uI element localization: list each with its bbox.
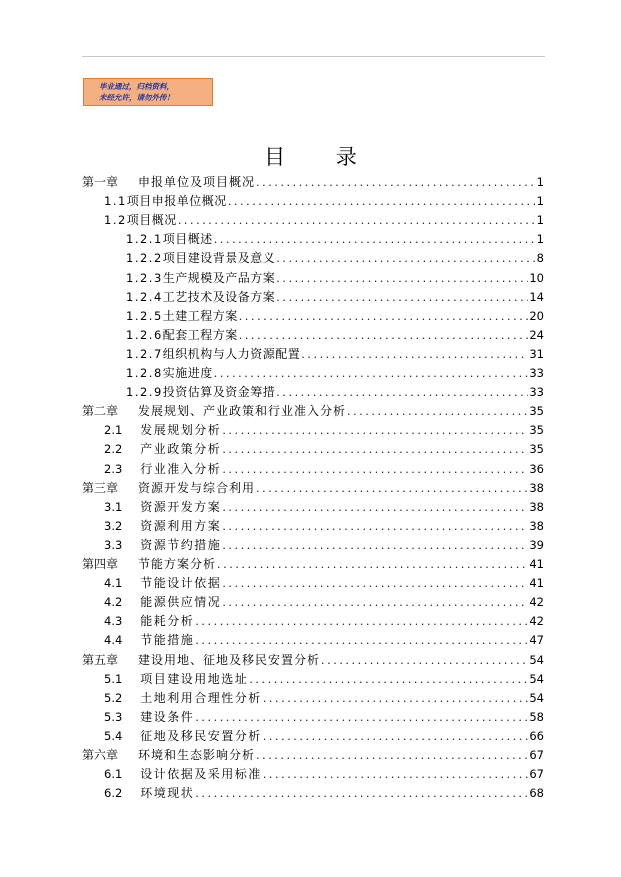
toc-entry[interactable] <box>104 457 544 476</box>
toc-entry-label <box>126 251 276 265</box>
toc-entry-number: 1.2 <box>104 213 127 228</box>
toc-entry-text: 节能措施 <box>140 633 195 648</box>
toc-entry-number: 4.2 <box>104 595 123 610</box>
toc-dot-leader <box>263 731 529 743</box>
toc-entry[interactable] <box>82 476 544 495</box>
toc-entry[interactable] <box>104 781 544 800</box>
toc-entry-text: 申报单位及项目概况 <box>138 175 256 190</box>
toc-page-number: 54 <box>529 652 544 667</box>
toc-dot-leader <box>222 540 528 552</box>
toc-page-number: 54 <box>529 690 544 705</box>
toc-entry-text: 能源供应情况 <box>140 595 222 610</box>
toc-entry-text: 行业准入分析 <box>140 461 222 476</box>
toc-entry-text: 发展规划、产业政策和行业准入分析 <box>138 404 347 419</box>
toc-entry[interactable] <box>104 495 544 514</box>
toc-page-number: 20 <box>529 308 544 323</box>
toc-page-number: 68 <box>529 786 544 801</box>
toc-entry-text: 项目概况 <box>126 213 177 228</box>
toc-entry-label <box>126 271 276 285</box>
toc-entry[interactable] <box>126 266 544 285</box>
toc-entry-text: 环境现状 <box>140 786 195 801</box>
toc-entry-number: 3.1 <box>104 499 123 514</box>
toc-dot-leader <box>195 788 528 800</box>
toc-page-number: 35 <box>529 442 544 457</box>
toc-entry[interactable] <box>104 762 544 781</box>
toc-entry-label <box>104 595 222 609</box>
toc-page-number: 54 <box>529 671 544 686</box>
toc-dot-leader <box>256 750 528 762</box>
toc-entry-label <box>104 691 263 705</box>
toc-entry-text: 组织机构与人力资源配置 <box>162 346 301 361</box>
toc-entry-number: 4.3 <box>104 614 123 629</box>
toc-page-number: 58 <box>529 709 544 724</box>
stamp-line-2: 未经允许，请勿外传！ <box>99 93 174 102</box>
toc-page-number: 66 <box>529 728 544 743</box>
toc-entry-text: 土地利用合理性分析 <box>140 690 262 705</box>
toc-page-number: 31 <box>529 346 544 361</box>
toc-entry-text: 征地及移民安置分析 <box>140 728 262 743</box>
toc-entry-label <box>104 672 249 686</box>
toc-entry[interactable] <box>104 533 544 552</box>
toc-entry[interactable] <box>104 705 544 724</box>
toc-entry-label <box>82 653 321 667</box>
toc-entry-text: 环境和生态影响分析 <box>138 748 256 763</box>
toc-entry-number: 1.2.8 <box>126 366 163 381</box>
toc-entry-number: 5.2 <box>104 690 123 705</box>
toc-entry-text: 发展规划分析 <box>140 423 222 438</box>
toc-entry-text: 生产规模及产品方案 <box>162 270 276 285</box>
toc-page-number: 42 <box>529 614 544 629</box>
toc-entry-text: 配套工程方案 <box>162 327 238 342</box>
toc-entry-number: 5.4 <box>104 728 123 743</box>
toc-entry[interactable] <box>104 667 544 686</box>
toc-entry-label <box>126 290 276 304</box>
toc-entry-text: 资源利用方案 <box>140 518 222 533</box>
toc-page-number: 67 <box>529 748 544 763</box>
toc-page-number: 24 <box>529 327 544 342</box>
toc-dot-leader <box>276 387 528 399</box>
toc-page-number: 1 <box>536 232 544 247</box>
toc-entry[interactable] <box>82 648 544 667</box>
toc-page-number: 33 <box>529 385 544 400</box>
toc-entry-number: 1.2.6 <box>126 327 163 342</box>
toc-page-number: 1 <box>536 194 544 209</box>
toc-entry-number: 1.2.3 <box>126 270 163 285</box>
toc-entry-number: 1.2.5 <box>126 308 163 323</box>
toc-entry-label <box>126 328 239 342</box>
stamp-line-1: 毕业通过，归档资料， <box>99 82 174 91</box>
toc-dot-leader <box>217 559 528 571</box>
toc-entry-text: 资源节约措施 <box>140 537 222 552</box>
toc-entry-label <box>82 404 347 418</box>
toc-dot-leader <box>347 406 528 418</box>
toc-dot-leader <box>222 502 528 514</box>
toc-page-number: 38 <box>529 518 544 533</box>
toc-entry-text: 产业政策分析 <box>140 442 222 457</box>
toc-entry-label <box>104 576 222 590</box>
toc-entry-label <box>126 366 214 380</box>
toc-entry-number: 3.3 <box>104 537 123 552</box>
toc-entry-number: 第二章 <box>82 404 119 419</box>
toc-entry[interactable] <box>104 418 544 437</box>
toc-entry-text: 建设用地、征地及移民安置分析 <box>138 652 321 667</box>
toc-page-number: 38 <box>529 480 544 495</box>
toc-entry[interactable] <box>104 609 544 628</box>
toc-entry-number: 1.2.2 <box>126 251 163 266</box>
toc-entry-number: 1.2.4 <box>126 289 163 304</box>
toc-page-number: 38 <box>529 499 544 514</box>
toc-entry-text: 工艺技术及设备方案 <box>162 289 276 304</box>
toc-entry-number: 6.2 <box>104 786 123 801</box>
toc-dot-leader <box>195 616 528 628</box>
toc-dot-leader <box>276 292 528 304</box>
toc-page-number: 67 <box>529 767 544 782</box>
toc-entry[interactable] <box>104 189 544 208</box>
toc-entry-label <box>104 519 222 533</box>
toc-entry-text: 项目申报单位概况 <box>126 194 227 209</box>
toc-entry-text: 节能方案分析 <box>138 557 217 572</box>
toc-entry[interactable] <box>82 399 544 418</box>
toc-page-number: 39 <box>529 537 544 552</box>
toc-dot-leader <box>222 425 528 437</box>
toc-entry-text: 实施进度 <box>162 366 213 381</box>
toc-entry-text: 项目建设用地选址 <box>140 671 249 686</box>
toc-dot-leader <box>222 521 528 533</box>
toc-entry-label <box>82 481 256 495</box>
toc-entry-label <box>104 538 222 552</box>
toc-entry-number: 5.3 <box>104 709 123 724</box>
toc-entry[interactable] <box>126 246 544 265</box>
toc-dot-leader <box>276 253 535 265</box>
toc-entry[interactable] <box>82 552 544 571</box>
toc-entry-number: 5.1 <box>104 671 123 686</box>
toc-entry-number: 6.1 <box>104 767 123 782</box>
toc-dot-leader <box>222 578 528 590</box>
toc-page-number: 10 <box>529 270 544 285</box>
toc-page-number: 1 <box>536 175 544 190</box>
toc-entry-text: 资源开发方案 <box>140 499 222 514</box>
toc-entry[interactable] <box>126 342 544 361</box>
toc-entry-number: 4.4 <box>104 633 123 648</box>
toc-entry[interactable] <box>104 208 544 227</box>
toc-entry-label <box>104 614 195 628</box>
toc-entry-number: 1.1 <box>104 194 127 209</box>
toc-page-number: 42 <box>529 595 544 610</box>
toc-page-number: 36 <box>529 461 544 476</box>
toc-dot-leader <box>228 196 536 208</box>
toc-entry[interactable] <box>126 285 544 304</box>
toc-entry-text: 节能设计依据 <box>140 576 222 591</box>
toc-page-number: 35 <box>529 404 544 419</box>
toc-entry-text: 土建工程方案 <box>162 308 238 323</box>
toc-entry[interactable] <box>104 628 544 647</box>
toc-entry-number: 第六章 <box>82 748 119 763</box>
toc-entry-label <box>82 175 256 189</box>
toc-entry[interactable] <box>104 514 544 533</box>
toc-page-number: 1 <box>536 213 544 228</box>
toc-dot-leader <box>301 349 528 361</box>
toc-page-number: 47 <box>529 633 544 648</box>
watermark-stamp <box>83 78 213 106</box>
toc-dot-leader <box>276 273 528 285</box>
toc-entry[interactable] <box>82 743 544 762</box>
toc-entry-label <box>104 194 228 208</box>
toc-dot-leader <box>249 674 528 686</box>
toc-entry-number: 1.2.7 <box>126 346 163 361</box>
toc-page-number: 41 <box>529 557 544 572</box>
toc-entry-text: 投资估算及资金筹措 <box>162 385 276 400</box>
toc-page-number: 14 <box>529 289 544 304</box>
toc-entry-number: 4.1 <box>104 576 123 591</box>
toc-title: 目 录 <box>264 145 379 169</box>
toc-entry-text: 建设条件 <box>140 709 195 724</box>
toc-entry[interactable] <box>126 227 544 246</box>
toc-dot-leader <box>256 483 528 495</box>
toc-entry-label <box>126 347 301 361</box>
toc-entry-label <box>104 710 195 724</box>
toc-entry-label <box>126 232 214 246</box>
toc-entry-label <box>104 786 195 800</box>
toc-entry[interactable] <box>104 437 544 456</box>
toc-entry-text: 能耗分析 <box>140 614 195 629</box>
toc-entry[interactable] <box>104 686 544 705</box>
toc-dot-leader <box>239 330 529 342</box>
toc-entry-number: 第五章 <box>82 652 119 667</box>
toc-entry[interactable] <box>104 590 544 609</box>
toc-entry[interactable] <box>126 304 544 323</box>
header-rule <box>82 56 545 57</box>
toc-entry[interactable] <box>104 571 544 590</box>
toc-entry-number: 2.3 <box>104 461 123 476</box>
toc-dot-leader <box>256 177 536 189</box>
toc-entry[interactable] <box>104 724 544 743</box>
toc-dot-leader <box>263 769 529 781</box>
toc-page-number: 41 <box>529 576 544 591</box>
toc-entry-label <box>104 500 222 514</box>
toc-entry-number: 2.1 <box>104 423 123 438</box>
toc-entry-number: 2.2 <box>104 442 123 457</box>
toc-entry-label <box>104 729 263 743</box>
toc-entry-label <box>104 633 195 647</box>
toc-page-number: 8 <box>536 251 544 266</box>
toc-entry-label <box>104 423 222 437</box>
toc-entry-label <box>126 309 239 323</box>
toc-entry[interactable] <box>126 323 544 342</box>
toc-entry-number: 第一章 <box>82 175 119 190</box>
toc-dot-leader <box>239 311 529 323</box>
toc-dot-leader <box>214 368 529 380</box>
toc-dot-leader <box>195 712 528 724</box>
toc-entry-number: 第三章 <box>82 480 119 495</box>
toc-entry[interactable] <box>82 170 544 189</box>
toc-entry[interactable] <box>126 361 544 380</box>
toc-dot-leader <box>222 464 528 476</box>
toc-entry-label <box>82 748 256 762</box>
toc-entry-text: 资源开发与综合利用 <box>138 480 256 495</box>
toc-entry[interactable] <box>126 380 544 399</box>
toc-page-number: 33 <box>529 366 544 381</box>
toc-dot-leader <box>321 655 528 667</box>
toc-dot-leader <box>222 597 528 609</box>
toc-entry-label <box>104 442 222 456</box>
toc-dot-leader <box>214 234 536 246</box>
toc-entry-number: 3.2 <box>104 518 123 533</box>
toc-entry-text: 项目建设背景及意义 <box>162 251 276 266</box>
toc-dot-leader <box>222 444 528 456</box>
toc-entry-label <box>126 385 276 399</box>
toc-entry-text: 设计依据及采用标准 <box>140 767 262 782</box>
toc-dot-leader <box>195 635 528 647</box>
toc-entry-label <box>104 213 178 227</box>
toc-entry-text: 项目概述 <box>162 232 213 247</box>
toc-entry-label <box>104 462 222 476</box>
toc-entry-number: 第四章 <box>82 557 119 572</box>
toc-entry-number: 1.2.1 <box>126 232 163 247</box>
toc-entry-number: 1.2.9 <box>126 385 163 400</box>
toc-page-number: 35 <box>529 423 544 438</box>
toc-entry-label <box>82 557 217 571</box>
toc-dot-leader <box>178 215 536 227</box>
toc-entry-label <box>104 767 263 781</box>
toc-dot-leader <box>263 693 529 705</box>
